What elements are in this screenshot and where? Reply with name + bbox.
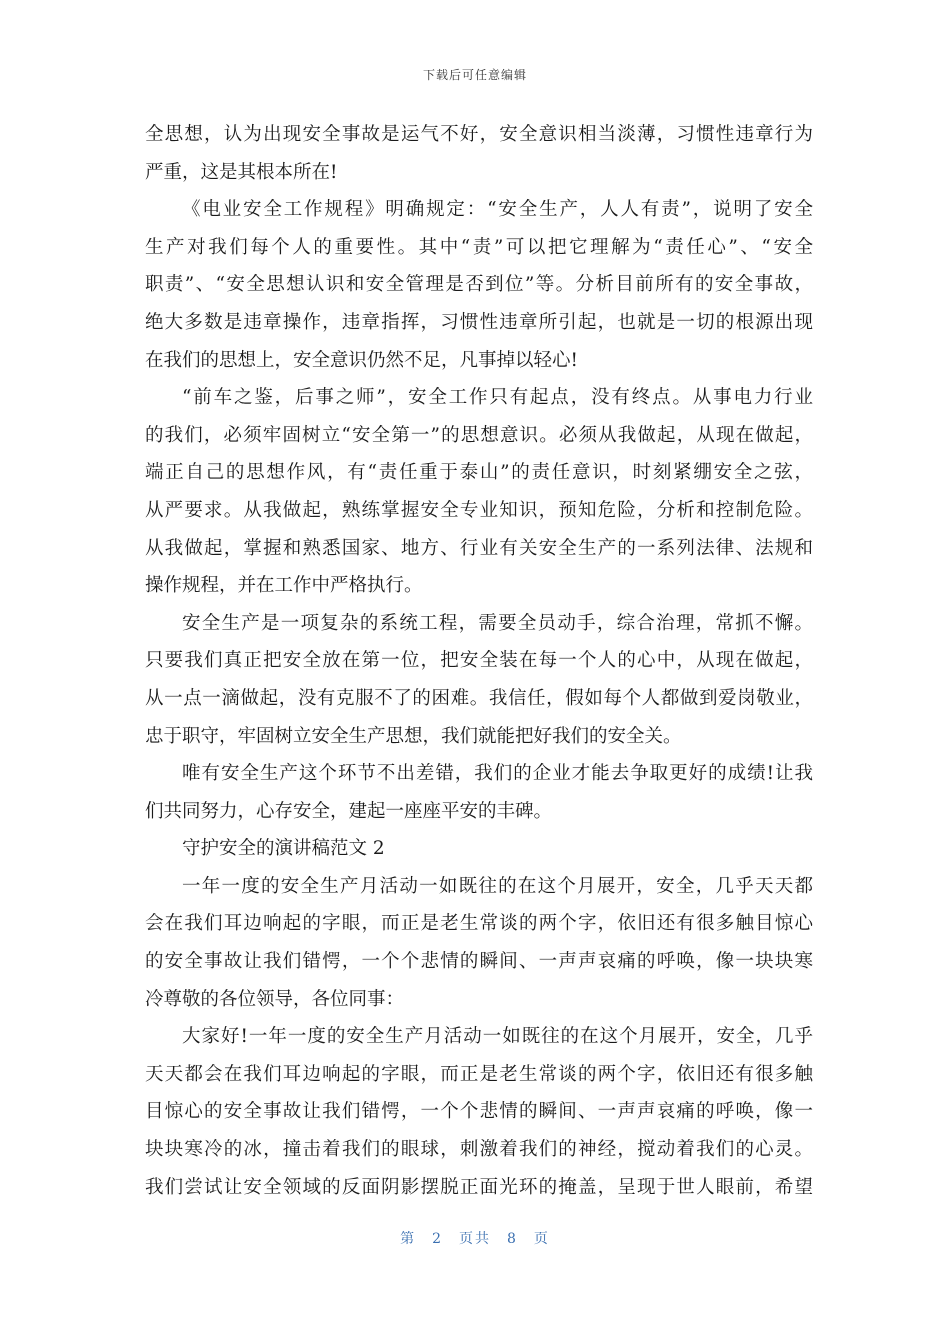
text-line: 操作规程，并在工作中严格执行。	[145, 575, 423, 597]
text-line: 从我做起，掌握和熟悉国家、地方、行业有关安全生产的一系列法律、法规和	[145, 537, 813, 559]
text-line: 大家好!一年一度的安全生产月活动一如既往的在这个月展开，安全，几乎	[182, 1026, 813, 1048]
footer-total-pages: 8	[507, 1231, 518, 1247]
page-header: 下载后可任意编辑	[422, 68, 527, 82]
text-line: 《电业安全工作规程》明确规定：“安全生产，人人有责”，说明了安全	[182, 199, 813, 221]
text-line: 严重，这是其根本所在!	[145, 161, 338, 183]
footer-middle: 页共	[459, 1231, 491, 1247]
text-line: 从一点一滴做起，没有克服不了的困难。我信任，假如每个人都做到爱岗敬业，	[145, 687, 813, 709]
text-line: 职责”、“安全思想认识和安全管理是否到位”等。分析目前所有的安全事故，	[145, 274, 813, 296]
text-line: 目惊心的安全事故让我们错愕，一个个悲情的瞬间、一声声哀痛的呼唤，像一	[145, 1101, 813, 1123]
document-body	[145, 116, 813, 1206]
footer-page-number: 2	[432, 1231, 443, 1247]
text-line: 一年一度的安全生产月活动一如既往的在这个月展开，安全，几乎天天都	[182, 875, 813, 897]
text-line: 冷尊敬的各位领导，各位同事：	[145, 988, 405, 1010]
text-line: 守护安全的演讲稿范文 2	[182, 838, 385, 860]
text-line: 在我们的思想上，安全意识仍然不足，凡事掉以轻心!	[145, 349, 578, 371]
text-line: 的安全事故让我们错愕，一个个悲情的瞬间、一声声哀痛的呼唤，像一块块寒	[145, 951, 813, 973]
text-line: 块块寒冷的冰，撞击着我们的眼球，刺激着我们的神经，搅动着我们的心灵。	[145, 1139, 813, 1161]
text-line: 会在我们耳边响起的字眼，而正是老生常谈的两个字，依旧还有很多触目惊心	[145, 913, 813, 935]
text-line: 生产对我们每个人的重要性。其中“责”可以把它理解为“责任心”、“安全	[145, 236, 813, 258]
text-line: 唯有安全生产这个环节不出差错，我们的企业才能去争取更好的成绩!让我	[182, 763, 813, 785]
text-line: 安全生产是一项复杂的系统工程，需要全员动手，综合治理，常抓不懈。	[182, 612, 813, 634]
page-footer	[0, 1228, 950, 1248]
text-line: 的我们，必须牢固树立“安全第一”的思想意识。必须从我做起，从现在做起，	[145, 424, 813, 446]
footer-suffix: 页	[533, 1231, 550, 1247]
footer-prefix: 第	[400, 1231, 417, 1247]
text-line: 只要我们真正把安全放在第一位，把安全装在每一个人的心中，从现在做起，	[145, 650, 813, 672]
text-line: 们共同努力，心存安全，建起一座座平安的丰碑。	[145, 800, 553, 822]
text-line: 端正自己的思想作风，有“责任重于泰山”的责任意识，时刻紧绷安全之弦，	[145, 462, 813, 484]
text-line: 我们尝试让安全领域的反面阴影摆脱正面光环的掩盖，呈现于世人眼前，希望	[145, 1176, 813, 1198]
text-line: 绝大多数是违章操作，违章指挥，习惯性违章所引起，也就是一切的根源出现	[145, 311, 813, 333]
text-line: “前车之鉴，后事之师”，安全工作只有起点，没有终点。从事电力行业	[182, 387, 813, 409]
text-line: 全思想，认为出现安全事故是运气不好，安全意识相当淡薄，习惯性违章行为	[145, 124, 813, 145]
text-line: 从严要求。从我做起，熟练掌握安全专业知识，预知危险，分析和控制危险。	[145, 499, 813, 521]
text-line: 忠于职守，牢固树立安全生产思想，我们就能把好我们的安全关。	[145, 725, 682, 747]
text-line: 天天都会在我们耳边响起的字眼，而正是老生常谈的两个字，依旧还有很多触	[145, 1063, 813, 1085]
